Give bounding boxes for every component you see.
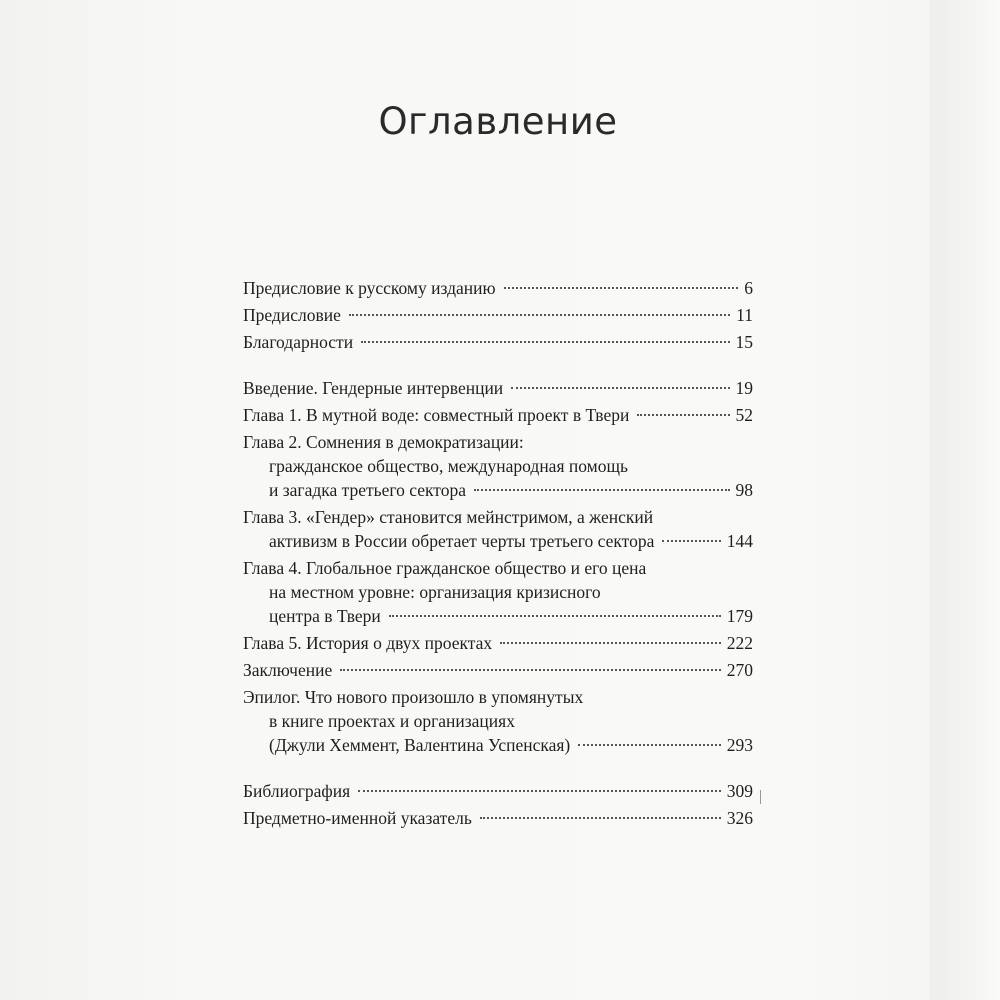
dot-leader <box>578 744 720 746</box>
dot-leader <box>637 414 729 416</box>
toc-page-number: 222 <box>726 633 753 653</box>
toc-entry-title: Предисловие <box>243 305 341 325</box>
toc-entry-title: Предисловие к русскому изданию <box>243 278 496 298</box>
dot-leader <box>511 387 729 389</box>
toc-page-number: 52 <box>735 405 753 425</box>
toc-page-number: 144 <box>726 531 753 551</box>
toc-entry <box>243 556 753 628</box>
toc-page-number: 309 <box>726 781 753 801</box>
toc-entry <box>243 276 753 300</box>
toc-entry-continuation: гражданское общество, международная помощь <box>269 456 628 476</box>
toc-entry-title: Глава 1. В мутной воде: совместный проект в Твери <box>243 405 630 425</box>
toc-entry-title: Эпилог. Что нового произошло в упомянутых <box>243 687 584 707</box>
toc-entry <box>243 505 753 553</box>
dot-leader <box>361 341 729 343</box>
toc-entry <box>243 430 753 502</box>
toc-entry-continuation: на местном уровне: организация кризисного <box>269 582 601 602</box>
toc-entry <box>243 779 753 803</box>
dot-leader <box>474 489 730 491</box>
toc-page-number: 11 <box>736 305 753 325</box>
margin-mark <box>760 790 761 804</box>
page-edge <box>930 0 1000 1000</box>
toc-page-number: 6 <box>744 278 753 298</box>
toc-entry-continuation: в книге проектах и организациях <box>269 711 515 731</box>
toc-entry <box>243 806 753 830</box>
dot-leader <box>500 642 721 644</box>
dot-leader <box>504 287 739 289</box>
toc-page-number: 293 <box>726 735 753 755</box>
dot-leader <box>349 314 730 316</box>
toc-entry-continuation: и загадка третьего сектора <box>269 480 466 500</box>
toc-entry-continuation: центра в Твери <box>269 606 381 626</box>
page-title: Оглавление <box>378 100 618 143</box>
toc-entry-continuation: активизм в России обретает черты третьего сектора <box>269 531 655 551</box>
dot-leader <box>389 615 721 617</box>
toc-entry-title: Библиография <box>243 781 351 801</box>
dot-leader <box>340 669 721 671</box>
toc-page-number: 15 <box>735 332 753 352</box>
toc-entry-title: Глава 4. Глобальное гражданское общество и его цена <box>243 558 647 578</box>
toc-entry-title: Предметно-именной указатель <box>243 808 472 828</box>
dot-leader <box>662 540 720 542</box>
toc-entry <box>243 658 753 682</box>
toc-entry-continuation: (Джули Хеммент, Валентина Успенская) <box>269 735 571 755</box>
dot-leader <box>480 817 721 819</box>
toc-entry-title: Глава 3. «Гендер» становится мейнстримом, а женский <box>243 507 654 527</box>
toc-entry-title: Глава 5. История о двух проектах <box>243 633 493 653</box>
toc-entry-title: Введение. Гендерные интервенции <box>243 378 504 398</box>
toc-entry-title: Благодарности <box>243 332 354 352</box>
toc-entry-title: Заключение <box>243 660 333 680</box>
toc-entry-title: Глава 2. Сомнения в демократизации: <box>243 432 524 452</box>
toc-page-number: 19 <box>735 378 753 398</box>
toc-page-number: 179 <box>726 606 753 626</box>
toc-entry <box>243 303 753 327</box>
toc-entry <box>243 685 753 757</box>
toc-entry <box>243 631 753 655</box>
dot-leader <box>358 790 721 792</box>
toc-entry <box>243 403 753 427</box>
toc-page-number: 98 <box>735 480 753 500</box>
toc-entry <box>243 330 753 354</box>
toc-entry <box>243 376 753 400</box>
toc-page-number: 326 <box>726 808 753 828</box>
table-of-contents <box>243 276 753 830</box>
toc-page-number: 270 <box>726 660 753 680</box>
